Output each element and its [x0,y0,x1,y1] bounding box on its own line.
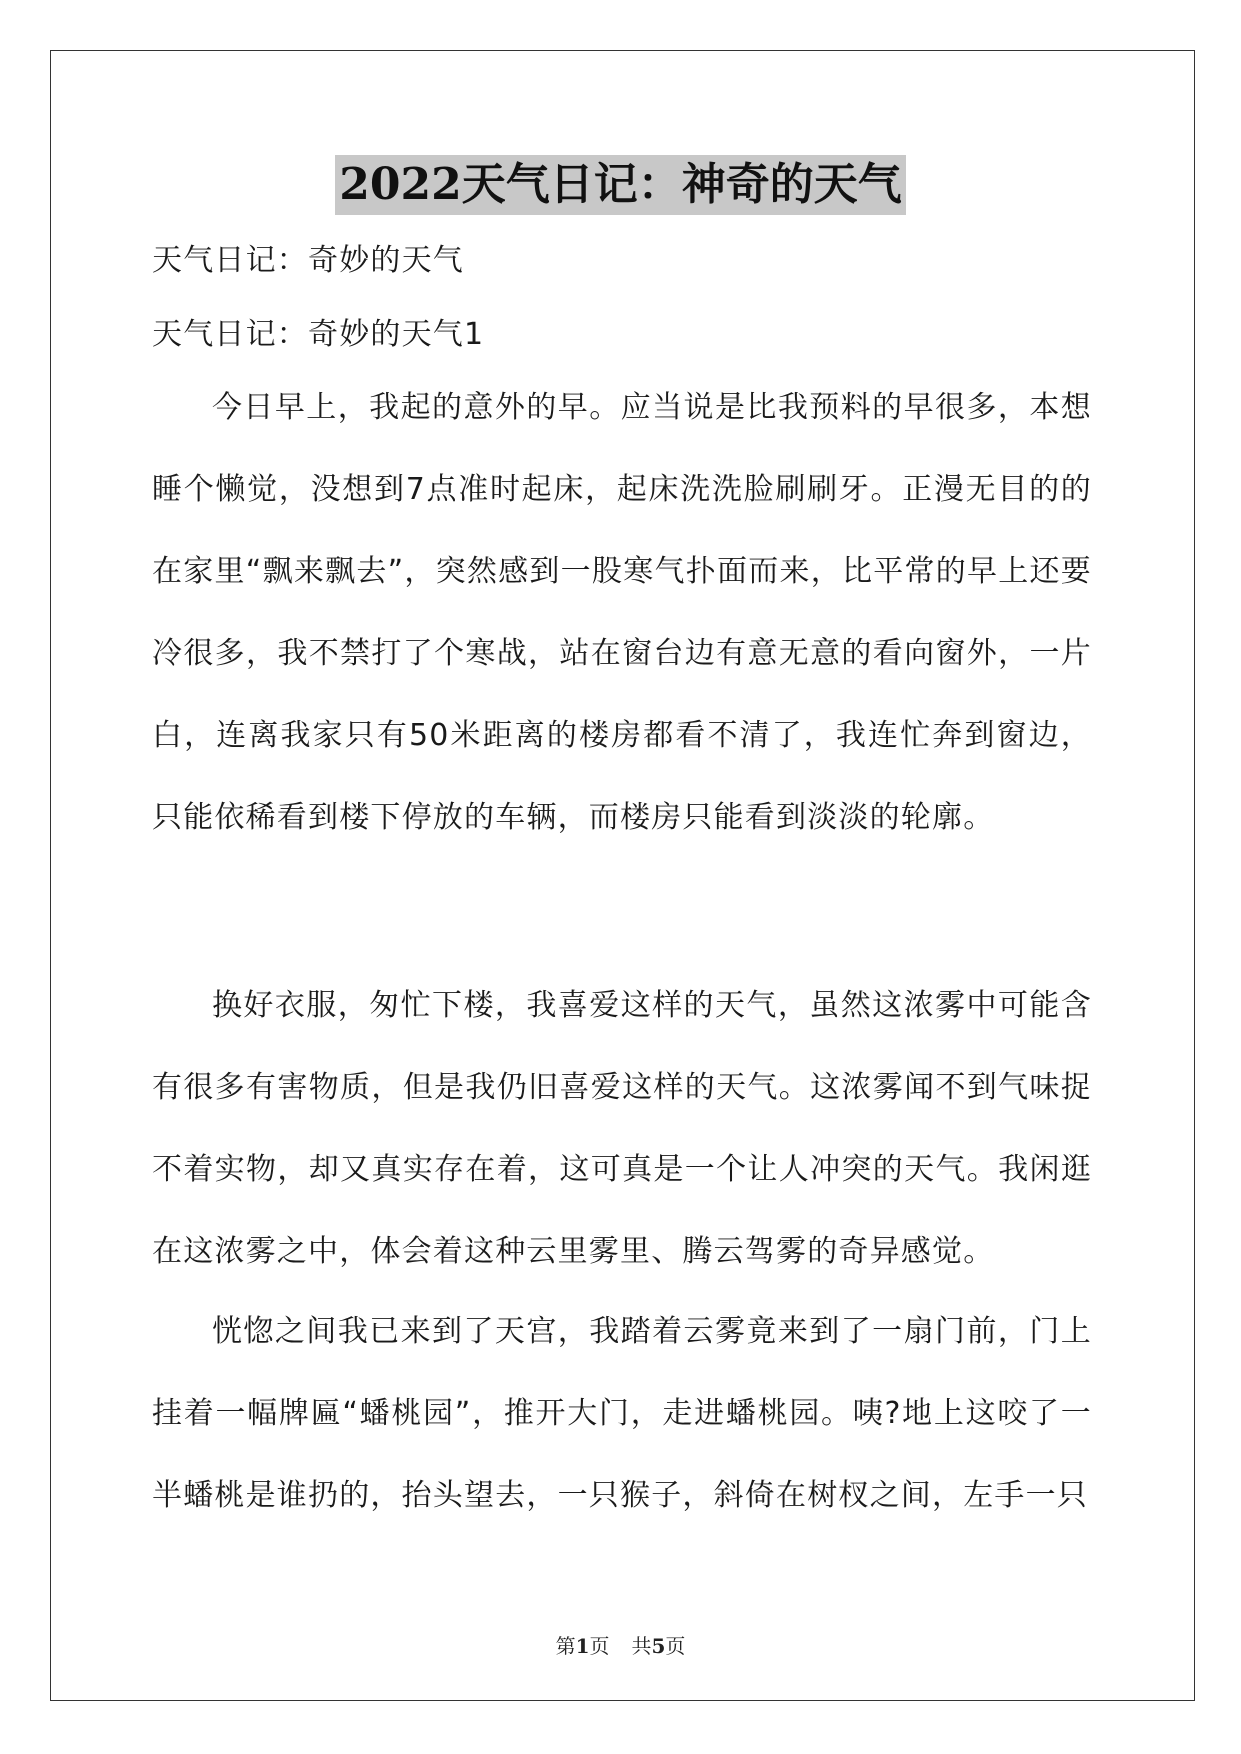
paragraph-2: 换好衣服，匆忙下楼，我喜爱这样的天气，虽然这浓雾中可能含有很多有害物质，但是我仍旧喜爱这样的天气。这浓雾闻不到气味捉不着实物，却又真实存在着，这可真是一个让人冲突的天气。我闲逛在这浓雾之中，体会着这种云里雾里、腾云驾雾的奇异感觉。 [152,988,1092,1269]
page-total: 5 [651,1634,666,1658]
title-container [0,155,1241,215]
paragraph-1: 今日早上，我起的意外的早。应当说是比我预料的早很多，本想睡个懒觉，没想到7点准时起床，起床洗洗脸刷刷牙。正漫无目的的在家里“飘来飘去”，突然感到一股寒气扑面而来，比平常的早上还要冷很多，我不禁打了个寒战，站在窗台边有意无意的看向窗外，一片白，连离我家只有50米距离的楼房都看不清了，我连忙奔到窗边，只能依稀看到楼下停放的车辆，而楼房只能看到淡淡的轮廓。 [152,390,1092,835]
total-prefix: 共 [631,1634,652,1658]
subtitle-1: 天气日记：奇妙的天气 [152,243,464,278]
subtitle-1-block [152,220,1092,302]
paragraph-1-block [152,367,1092,859]
total-suffix: 页 [665,1634,686,1658]
page-footer [0,1630,1241,1659]
document-title: 2022天气日记：神奇的天气 [335,155,905,215]
paragraph-3: 恍惚之间我已来到了天宫，我踏着云雾竟来到了一扇门前，门上挂着一幅牌匾“蟠桃园”，推开大门，走进蟠桃园。咦?地上这咬了一半蟠桃是谁扔的，抬头望去，一只猴子，斜倚在树杈之间，左手一只 [152,1314,1092,1513]
page-suffix: 页 [589,1634,610,1658]
subtitle-2: 天气日记：奇妙的天气1 [152,317,485,352]
paragraph-3-block [152,1291,1092,1537]
paragraph-2-block [152,965,1092,1293]
page-current: 1 [575,1634,590,1658]
page-prefix: 第 [555,1634,576,1658]
subtitle-2-block [152,294,1092,376]
